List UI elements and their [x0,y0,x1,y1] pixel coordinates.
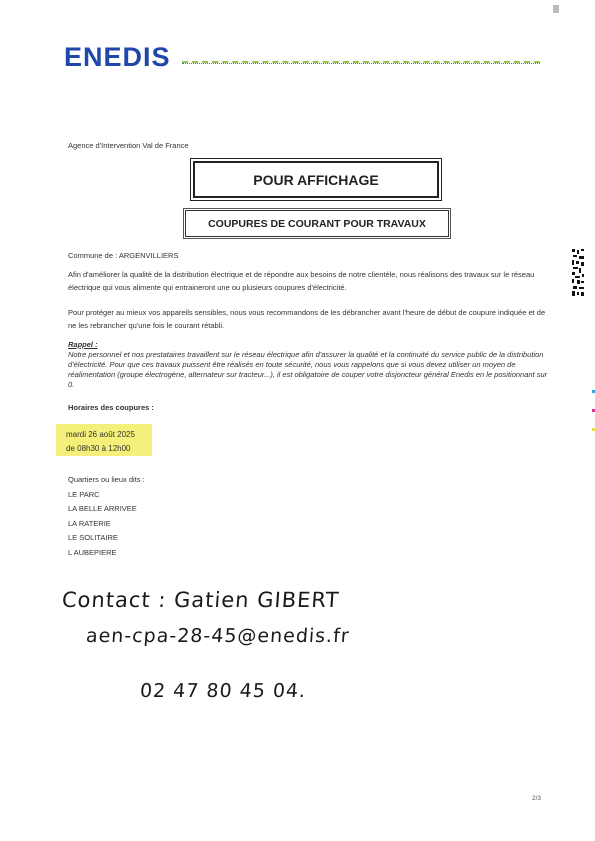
commune-line: Commune de : ARGENVILLIERS [68,251,179,260]
title-box: POUR AFFICHAGE [193,161,439,198]
enedis-logo: ENEDIS [64,42,171,72]
list-item: LE PARC [68,489,100,499]
page-number: 2/3 [532,795,542,802]
list-item: LA RATERIE [68,518,111,528]
corner-mark [553,5,559,13]
rappel-title: Rappel : [68,340,98,349]
intro-paragraph: Afin d'améliorer la qualité de la distribution électrique et de répondre aux besoins de notre clientèle, nous réalisons des travaux sur le réseau électrique qui vous alimente qui entraineront une ou plusieurs coupures d'électricité. [68,270,535,292]
subtitle-box: COUPURES DE COURANT POUR TRAVAUX [185,210,449,237]
agency-name: Agence d'Intervention Val de France [68,141,189,150]
protection-paragraph: Pour protéger au mieux vos appareils sensibles, nous vous recommandons de les débrancher avant l'heure de début de coupure indiquée et de ne les rebrancher qu'une fois le courant rétabli. [68,308,546,330]
list-item: LE SOLITAIRE [68,533,118,543]
list-item: LA BELLE ARRIVEE [68,504,137,514]
rappel-text: Notre personnel et nos prestataires travaillent sur le réseau électrique afin d'assurer la qualité et la continuité du service public de la distribution d'électricité. Pour que ces travaux puissent être réalisés en toute sécurité, nous vous rappelons que si vous devez utiliser un moyen de réalimentation (groupe électrogène, alternateur sur tracteur...), il est obligatoire de couper votre disjoncteur général Enedis en le positionnant sur 0. [68,350,548,389]
list-item: L AUBEPIERE [68,547,117,557]
handwritten-contact: Contact : Gatien GIBERT [61,588,341,612]
logo-divider-line-blue [182,63,540,64]
rappel-block [68,340,548,390]
horaires-heading: Horaires des coupures : [68,403,154,412]
places-heading: Quartiers ou lieux dits : [68,475,145,484]
qr-code [571,248,585,298]
handwritten-email: aen-cpa-28-45@enedis.fr [85,625,351,647]
horaire-hours: de 08h30 à 12h00 [66,444,131,453]
horaires-text [66,428,135,456]
handwritten-phone: 02 47 80 45 04. [139,680,307,702]
horaire-date: mardi 26 août 2025 [66,430,135,439]
places-list [68,473,145,561]
